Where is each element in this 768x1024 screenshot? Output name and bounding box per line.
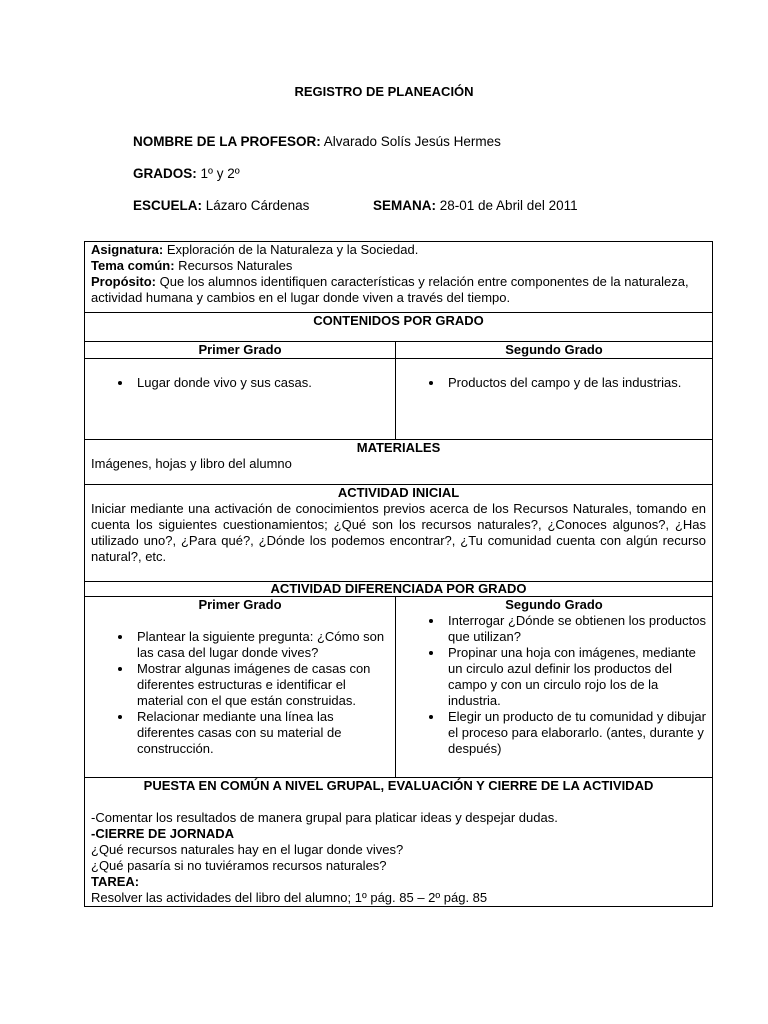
dif-segundo-list <box>402 613 706 757</box>
contenido-primero-list <box>91 375 389 391</box>
escuela-line <box>133 198 309 213</box>
cierre-row <box>85 778 713 907</box>
document-title: REGISTRO DE PLANEACIÓN <box>294 84 474 99</box>
profesor-value: Alvarado Solís Jesús Hermes <box>320 134 501 149</box>
asignatura-line <box>91 242 706 258</box>
diferenciada-row <box>85 597 713 778</box>
actividad-inicial-row <box>85 485 713 582</box>
materiales-row <box>85 440 713 485</box>
tema-value: Recursos Naturales <box>174 258 293 273</box>
segundo-grado-heading: Segundo Grado <box>396 342 713 359</box>
contenido-segundo-cell <box>396 359 713 440</box>
dif-primer-grado-heading: Primer Grado <box>198 597 282 612</box>
contenidos-row <box>85 359 713 440</box>
planning-table <box>84 241 713 907</box>
contenido-segundo-list <box>402 375 706 391</box>
cierre-jornada-label: -CIERRE DE JORNADA <box>91 826 235 841</box>
dif-segundo-grado-heading: Segundo Grado <box>505 597 603 612</box>
cierre-question-1: ¿Qué recursos naturales hay en el lugar donde vives? <box>91 842 404 857</box>
list-item: • Relacionar mediante una línea las diferentes casas con su material de construcción. <box>133 709 389 757</box>
list-item: • Propinar una hoja con imágenes, mediante un circulo azul definir los productos del campo y con un circulo rojo los de la industria. <box>444 645 706 709</box>
dif-segundo-cell <box>396 597 713 778</box>
proposito-value: Que los alumnos identifiquen características y relación entre componentes de la naturaleza, actividad humana y cambios en el lugar donde viven a través del tiempo. <box>91 274 689 305</box>
asignatura-label: Asignatura: <box>91 242 164 257</box>
list-item: • Mostrar algunas imágenes de casas con diferentes estructuras e identificar el material con el que están construidas. <box>133 661 389 709</box>
actividad-inicial-cell <box>85 485 713 582</box>
contenidos-heading-row <box>85 313 713 342</box>
semana-label: SEMANA: <box>373 198 436 213</box>
semana-value: 28-01 de Abril del 2011 <box>436 198 578 213</box>
materiales-text: Imágenes, hojas y libro del alumno <box>91 456 292 471</box>
profesor-line <box>133 134 501 149</box>
list-item: • Lugar donde vivo y sus casas. <box>133 375 389 391</box>
tema-label: Tema común: <box>91 258 175 273</box>
diferenciada-heading-row <box>85 582 713 597</box>
list-item: • Plantear la siguiente pregunta: ¿Cómo son las casa del lugar donde vives? <box>133 629 389 661</box>
contenidos-heading: CONTENIDOS POR GRADO <box>85 313 713 342</box>
actividad-inicial-text: Iniciar mediante una activación de conocimientos previos acerca de los Recursos Naturales, tomando en cuenta los siguientes cuestionamientos; ¿Qué son los recursos naturales?, ¿Conoces algunos?, ¿Has utilizado uno?, ¿Para qué?, ¿Dónde los podemos encontrar?, ¿Tu comunidad cuenta con algún recurso natural?, etc. <box>91 501 707 564</box>
semana-line <box>373 198 578 213</box>
tema-line <box>91 258 706 274</box>
cierre-cell <box>85 778 713 907</box>
dif-primero-cell <box>85 597 396 778</box>
profesor-label: NOMBRE DE LA PROFESOR: <box>133 134 321 149</box>
actividad-inicial-heading: ACTIVIDAD INICIAL <box>337 485 460 500</box>
materiales-cell <box>85 440 713 485</box>
tarea-label: TAREA: <box>91 874 140 889</box>
escuela-value: Lázaro Cárdenas <box>202 198 310 213</box>
asignatura-value: Exploración de la Naturaleza y la Sociedad. <box>163 242 419 257</box>
escuela-label: ESCUELA: <box>133 198 203 213</box>
diferenciada-heading: ACTIVIDAD DIFERENCIADA POR GRADO <box>85 582 713 597</box>
proposito-label: Propósito: <box>91 274 156 289</box>
contenido-primero-cell <box>85 359 396 440</box>
cierre-question-2: ¿Qué pasaría si no tuviéramos recursos naturales? <box>91 858 387 873</box>
list-item: • Elegir un producto de tu comunidad y dibujar el proceso para elaborarlo. (antes, durante y después) <box>444 709 706 757</box>
general-info-cell <box>85 242 713 313</box>
primer-grado-heading: Primer Grado <box>85 342 396 359</box>
grados-label: GRADOS: <box>133 166 197 181</box>
grados-heading-row <box>85 342 713 359</box>
general-info-row <box>85 242 713 313</box>
proposito-line <box>91 274 706 306</box>
tarea-text: Resolver las actividades del libro del alumno; 1º pág. 85 – 2º pág. 85 <box>91 890 488 905</box>
cierre-line: -Comentar los resultados de manera grupal para platicar ideas y despejar dudas. <box>91 810 558 825</box>
cierre-heading: PUESTA EN COMÚN A NIVEL GRUPAL, EVALUACIÓN Y CIERRE DE LA ACTIVIDAD <box>143 778 654 793</box>
materiales-heading: MATERIALES <box>356 440 441 455</box>
grados-value: 1º y 2º <box>196 166 240 181</box>
list-item: • Interrogar ¿Dónde se obtienen los productos que utilizan? <box>444 613 706 645</box>
dif-primero-list <box>91 629 389 757</box>
grados-line <box>133 166 240 181</box>
list-item: • Productos del campo y de las industrias. <box>444 375 706 391</box>
